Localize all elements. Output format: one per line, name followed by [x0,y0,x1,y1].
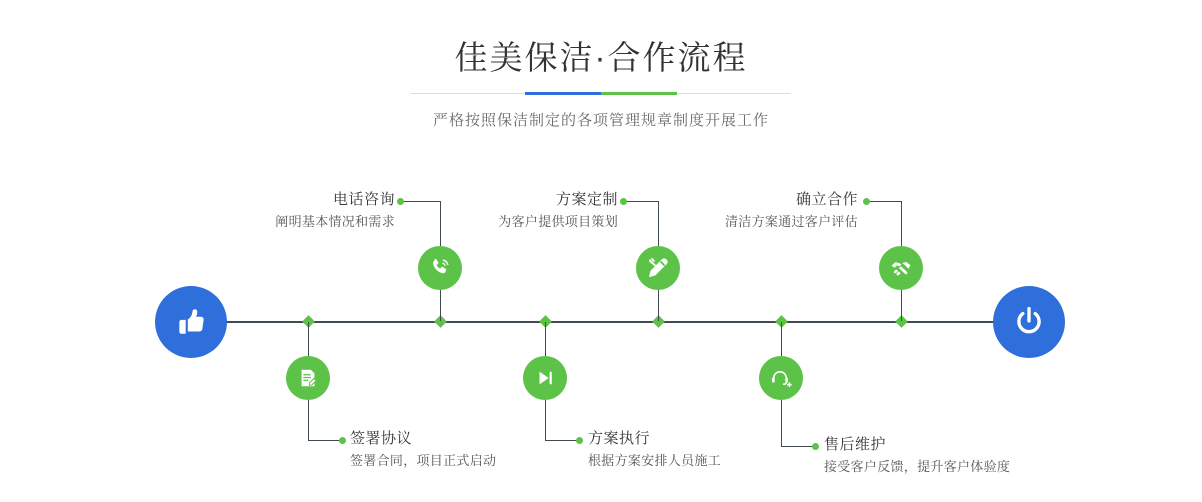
connector-step-5-vertical [901,290,902,321]
title-divider [411,92,791,95]
page-title: 佳美保洁·合作流程 [454,39,748,76]
step-title-4: 方案执行 [588,430,651,447]
step-node-1[interactable] [418,246,462,290]
connector-step-2-arm [308,440,342,441]
step-desc-5: 清洁方案通过客户评估 [724,214,858,229]
timeline-start-node[interactable] [155,286,227,358]
connector-step-4-riser [545,400,546,440]
page-subtitle: 严格按照保洁制定的各项管理规章制度开展工作 [432,112,769,129]
headset-support-icon [769,366,793,390]
step-label-4 [588,429,838,471]
step-desc-6: 接受客户反馈，提升客户体验度 [824,459,1011,474]
step-label-2 [350,429,600,471]
divider-accent-green [601,92,677,95]
connector-step-4-vertical [545,322,546,356]
label-dot-step-6 [812,443,819,450]
step-label-5 [620,190,858,232]
step-desc-1: 阐明基本情况和需求 [275,214,395,229]
step-title-1: 电话咨询 [332,191,395,208]
connector-step-2-vertical [308,322,309,356]
label-dot-step-4 [576,437,583,444]
step-desc-2: 签署合同，项目正式启动 [350,453,497,468]
connector-step-6-vertical [781,322,782,356]
step-desc-4: 根据方案安排人员施工 [588,453,722,468]
connector-step-5-arm [866,201,902,202]
divider-accent-blue [525,92,601,95]
connector-step-6-arm [781,446,815,447]
thumbs-up-icon [174,305,208,339]
document-edit-icon [297,367,319,389]
connector-step-6-riser [781,400,782,446]
step-node-2[interactable] [286,356,330,400]
connector-step-5-riser [901,201,902,246]
step-node-3[interactable] [636,246,680,290]
phone-call-icon [428,256,452,280]
handshake-icon [889,256,913,280]
label-dot-step-2 [339,437,346,444]
connector-step-3-vertical [658,290,659,321]
step-desc-3: 为客户提供项目策划 [498,214,618,229]
page-header [0,36,1202,130]
step-node-5[interactable] [879,246,923,290]
step-title-2: 签署协议 [350,430,413,447]
step-title-6: 售后维护 [824,436,887,453]
step-label-1 [150,190,395,232]
step-label-3 [380,190,618,232]
step-node-4[interactable] [523,356,567,400]
step-node-6[interactable] [759,356,803,400]
pen-ruler-icon [646,256,670,280]
connector-step-2-riser [308,400,309,440]
step-title-3: 方案定制 [555,191,618,208]
connector-step-1-vertical [440,290,441,321]
play-forward-icon [534,367,556,389]
step-title-5: 确立合作 [795,191,858,208]
power-icon [1011,304,1047,340]
timeline-end-node[interactable] [993,286,1065,358]
label-dot-step-5 [863,198,870,205]
step-label-6 [824,435,1124,477]
connector-step-4-arm [545,440,579,441]
